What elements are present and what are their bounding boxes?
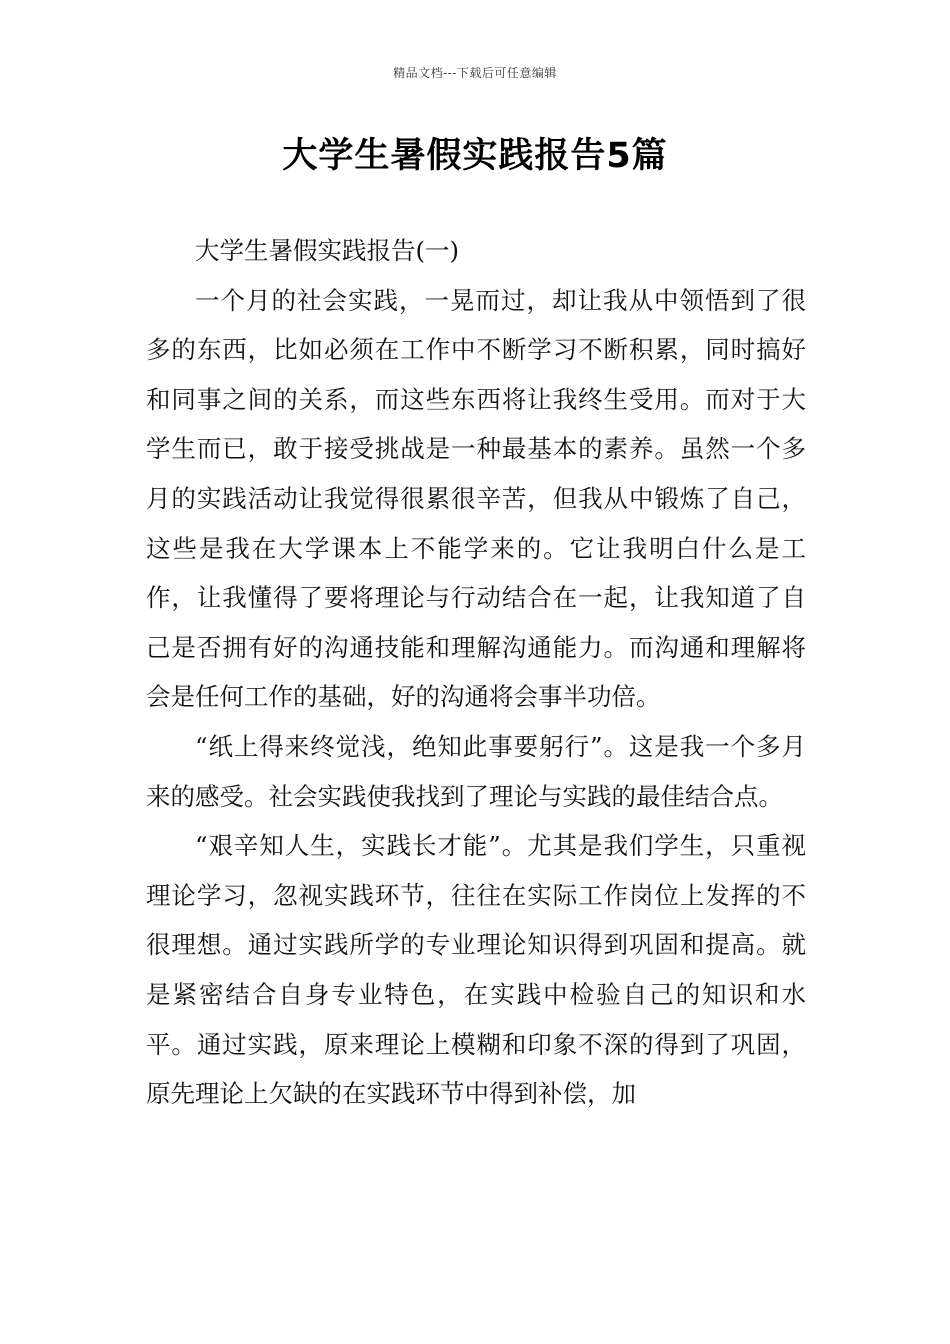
body-paragraph: 一个月的社会实践，一晃而过，却让我从中领悟到了很多的东西，比如必须在工作中不断学习不断积累，同时搞好和同事之间的关系，而这些东西将让我终生受用。而对于大学生而已，敢于接受挑战是一种最基本的素养。虽然一个多月的实践活动让我觉得很累很辛苦，但我从中锻炼了自己，这些是我在大学课本上不能学来的。它让我明白什么是工作，让我懂得了要将理论与行动结合在一起，让我知道了自己是否拥有好的沟通技能和理解沟通能力。而沟通和理解将会是任何工作的基础，好的沟通将会事半功倍。 — [146, 285, 806, 712]
header-note: 精品文档---下载后可任意编辑 — [393, 66, 557, 80]
body-paragraph: “纸上得来终觉浅，绝知此事要躬行”。这是我一个多月来的感受。社会实践使我找到了理论与实践的最佳结合点。 — [146, 731, 806, 811]
body-paragraph: “艰辛知人生，实践长才能”。尤其是我们学生，只重视理论学习，忽视实践环节，往往在实际工作岗位上发挥的不很理想。通过实践所学的专业理论知识得到巩固和提高。就是紧密结合自身专业特色，在实践中检验自己的知识和水平。通过实践，原来理论上模糊和印象不深的得到了巩固，原先理论上欠缺的在实践环节中得到补偿，加 — [146, 831, 806, 1109]
section-heading: 大学生暑假实践报告(一) — [195, 236, 460, 265]
document-body — [146, 226, 806, 1119]
document-title: 大学生暑假实践报告5篇 — [282, 136, 668, 176]
